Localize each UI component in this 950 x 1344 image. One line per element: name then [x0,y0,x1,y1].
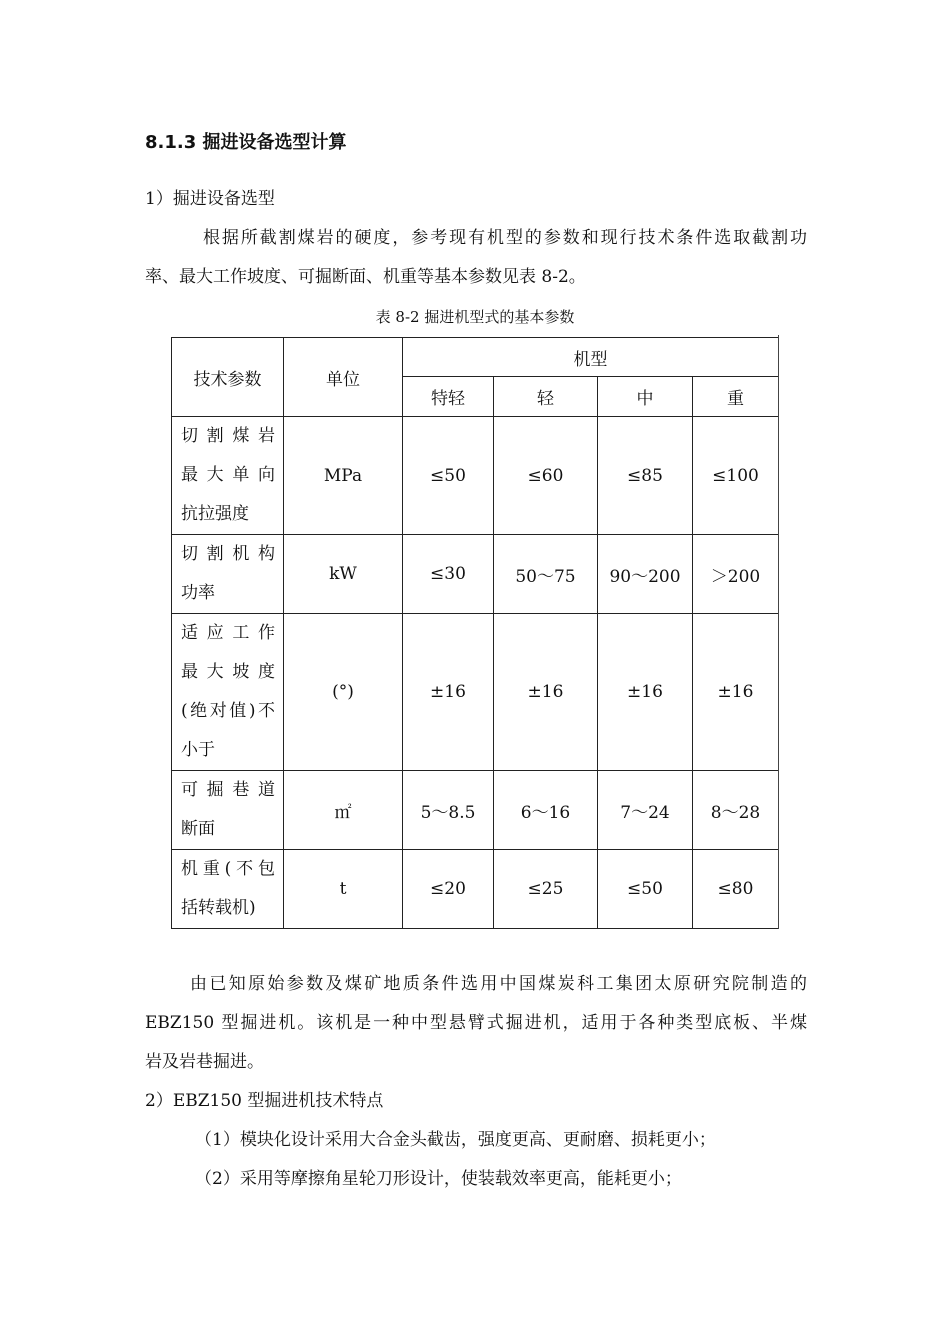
header-type: 特轻 [403,377,494,417]
intro-line-2: 率、最大工作坡度、可掘断面、机重等基本参数见表 8-2。 [145,267,586,287]
param-cell [172,614,284,771]
unit-cell: t [284,850,403,929]
body-para-line-2: EBZ150 型掘进机。该机是一种中型悬臂式掘进机，适用于各种类型底板、半煤 [145,1013,807,1033]
value-cell: 6～16 [494,771,598,850]
value-cell: 90～200 [598,535,693,614]
unit-cell: MPa [284,417,403,535]
parameter-table [171,337,779,929]
param-line: 切 割 机 构 [181,544,275,564]
value-cell: ±16 [693,614,779,771]
param-cell [172,771,284,850]
param-line: 最 大 坡 度 [181,662,275,682]
param-line: 最 大 单 向 [181,465,275,485]
value-cell: 7～24 [598,771,693,850]
value-cell: ≤100 [693,417,779,535]
param-line: 适 应 工 作 [181,623,275,643]
subsection-title-2: 2）EBZ150 型掘进机技术特点 [145,1091,384,1111]
value-cell: ≤50 [403,417,494,535]
table-header-row [172,338,779,377]
value-cell: ±16 [403,614,494,771]
value-cell: ≤60 [494,417,598,535]
unit-cell: ㎡ [284,771,403,850]
subsection-title-1: 1）掘进设备选型 [145,189,275,209]
param-line: 切 割 煤 岩 [181,426,275,446]
table-row [172,614,779,771]
param-line: 小于 [181,740,215,760]
param-line: 括转载机) [181,898,256,918]
unit-cell: (°) [284,614,403,771]
value-cell: ≤20 [403,850,494,929]
body-para-line-3: 岩及岩巷掘进。 [145,1052,264,1072]
param-cell [172,535,284,614]
param-line: 可 掘 巷 道 [181,780,275,800]
table-row [172,771,779,850]
table-row [172,417,779,535]
header-unit: 单位 [284,338,403,417]
unit-cell: kW [284,535,403,614]
header-type: 重 [693,377,779,417]
table-caption: 表 8-2 掘进机型式的基本参数 [375,308,575,326]
intro-line-1: 根据所截割煤岩的硬度，参考现有机型的参数和现行技术条件选取截割功 [203,228,807,248]
param-line: 机重(不包 [181,859,275,879]
param-line: 功率 [181,583,215,603]
param-cell [172,850,284,929]
table-row [172,850,779,929]
table-row [172,535,779,614]
header-type: 中 [598,377,693,417]
value-cell: 8～28 [693,771,779,850]
value-cell: ＞200 [693,535,779,614]
feature-item-1: （1）模块化设计采用大合金头截齿，强度更高、更耐磨、损耗更小； [195,1130,716,1150]
header-type: 轻 [494,377,598,417]
header-param: 技术参数 [172,338,284,417]
value-cell: ±16 [598,614,693,771]
value-cell: ≤85 [598,417,693,535]
value-cell: ≤50 [598,850,693,929]
section-heading: 8.1.3 掘进设备选型计算 [145,132,347,153]
feature-item-2: （2）采用等摩擦角星轮刀形设计，使装载效率更高，能耗更小； [195,1169,682,1189]
param-line: 断面 [181,819,215,839]
value-cell: ±16 [494,614,598,771]
body-para-line-1: 由已知原始参数及煤矿地质条件选用中国煤炭科工集团太原研究院制造的 [190,974,807,994]
param-line: 抗拉强度 [181,504,249,524]
value-cell: 5～8.5 [403,771,494,850]
value-cell: 50～75 [494,535,598,614]
value-cell: ≤80 [693,850,779,929]
value-cell: ≤30 [403,535,494,614]
value-cell: ≤25 [494,850,598,929]
header-model: 机型 [403,338,779,377]
param-cell [172,417,284,535]
table-right-edge-line [778,335,779,929]
param-line: (绝对值)不 [181,701,275,721]
